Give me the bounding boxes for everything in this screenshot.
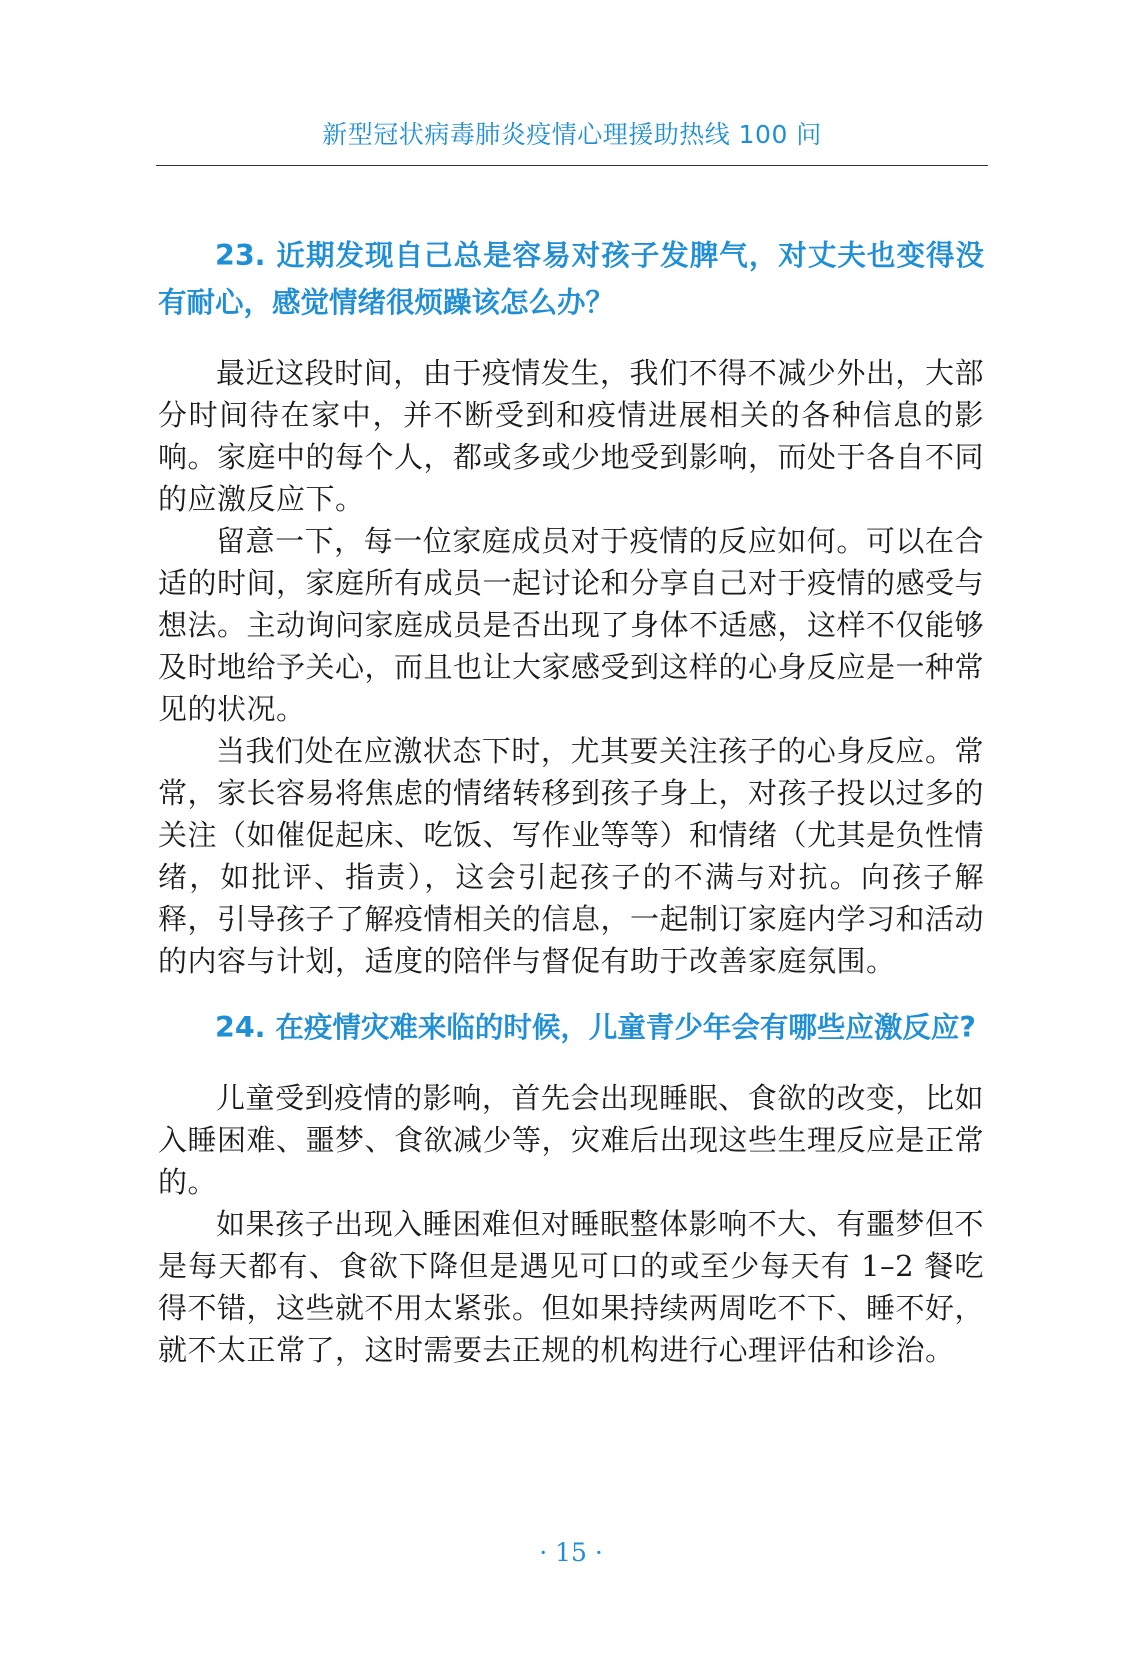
paragraph: 如果孩子出现入睡困难但对睡眠整体影响不大、有噩梦但不是每天都有、食欲下降但是遇见可口的或至少每天有 1–2 餐吃得不错，这些就不用太紧张。但如果持续两周吃不下、睡不好，就不太正常了，这时需要去正规的机构进行心理评估和诊治。 bbox=[158, 1207, 985, 1367]
running-header bbox=[156, 120, 988, 166]
question-heading: 23. 近期发现自己总是容易对孩子发脾气，对丈夫也变得没有耐心，感觉情绪很烦躁该怎么办？ bbox=[158, 239, 984, 319]
paragraph: 儿童受到疫情的影响，首先会出现睡眠、食欲的改变，比如入睡困难、噩梦、食欲减少等，灾难后出现这些生理反应是正常的。 bbox=[158, 1081, 985, 1199]
question-section-23 bbox=[158, 232, 984, 982]
answer-text bbox=[158, 352, 984, 982]
book-title: 新型冠状病毒肺炎疫情心理援助热线 100 问 bbox=[322, 120, 822, 149]
page-body bbox=[158, 232, 984, 1371]
paragraph: 最近这段时间，由于疫情发生，我们不得不减少外出，大部分时间待在家中，并不断受到和疫情进展相关的各种信息的影响。家庭中的每个人，都或多或少地受到影响，而处于各自不同的应激反应下。 bbox=[158, 356, 985, 516]
page-number: · 15 · bbox=[539, 1538, 603, 1567]
paragraph: 留意一下，每一位家庭成员对于疫情的反应如何。可以在合适的时间，家庭所有成员一起讨论和分享自己对于疫情的感受与想法。主动询问家庭成员是否出现了身体不适感，这样不仅能够及时地给予关心，而且也让大家感受到这样的心身反应是一种常见的状况。 bbox=[158, 524, 985, 726]
question-section-24 bbox=[158, 1004, 984, 1371]
paragraph: 当我们处在应激状态下时，尤其要关注孩子的心身反应。常常，家长容易将焦虑的情绪转移到孩子身上，对孩子投以过多的关注（如催促起床、吃饭、写作业等等）和情绪（尤其是负性情绪，如批评、指责），这会引起孩子的不满与对抗。向孩子解释，引导孩子了解疫情相关的信息，一起制订家庭内学习和活动的内容与计划，适度的陪伴与督促有助于改善家庭氛围。 bbox=[158, 734, 985, 978]
answer-text bbox=[158, 1077, 984, 1371]
question-heading: 24. 在疫情灾难来临的时候，儿童青少年会有哪些应激反应? bbox=[215, 1011, 976, 1044]
